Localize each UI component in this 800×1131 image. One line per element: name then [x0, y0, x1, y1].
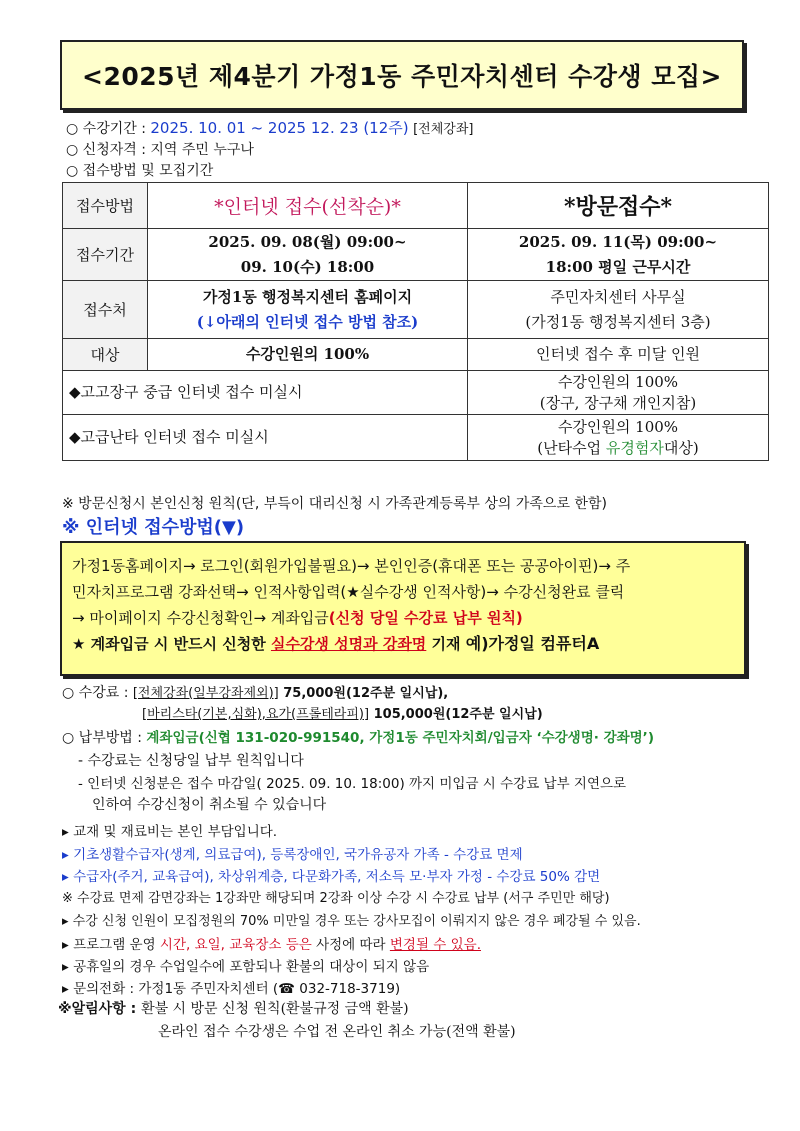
online-place-note: (↓아래의 인터넷 접수 방법 참조) [196, 312, 419, 331]
visit-method: *방문접수* [563, 194, 673, 220]
nanta-experienced: 유경험자 [605, 438, 664, 457]
bullet-contact: ▸ 문의전화 : 가정1동 주민자치센터 (☎ 032-718-3719) [62, 981, 401, 997]
payment-line: ○ 납부방법 : 계좌입금(신협 131-020-991540, 가정1동 주민자치회/입금자 ‘수강생명· 강좌명’) [62, 730, 654, 746]
same-day-payment-note: (신청 당일 수강료 납부 원칙) [328, 609, 523, 627]
nanta-capacity: 수강인원의 100% [557, 417, 679, 436]
period-label: ○ 수강기간 : [66, 121, 151, 137]
period-value: 2025. 10. 01 ~ 2025 12. 23 (12주) [150, 119, 409, 137]
nanta-note: ◆고급난타 인터넷 접수 미실시 [63, 415, 468, 461]
visit-target: 인터넷 접수 후 미달 인원 [468, 339, 769, 371]
example-text: 예)가정일 컴퓨터A [465, 634, 600, 653]
page-title: <2025년 제4분기 가정1동 주민자치센터 수강생 모집> [82, 62, 722, 91]
janggu-note: ◆고고장구 중급 인터넷 접수 미실시 [63, 371, 468, 415]
row-label-period: 접수기간 [63, 229, 148, 281]
bullet-discount: ▸ 수급자(주거, 교육급여), 차상위계층, 다문화가족, 저소득 모·부자 가정 - 수강료 50% 감면 [62, 869, 601, 885]
reception-table [62, 182, 769, 461]
name-course-note: 실수강생 성명과 강좌명 [270, 635, 427, 653]
visit-place: 주민자치센터 사무실 [550, 287, 686, 306]
bullet-change: ▸ 프로그램 운영 시간, 요일, 교육장소 등은 사정에 따라 변경될 수 있음. [62, 937, 481, 953]
visit-period-end: 18:00 평일 근무시간 [545, 257, 691, 276]
payment-note-3: 인하여 수강신청이 취소될 수 있습니다 [92, 797, 327, 813]
bullet-one-course: ※ 수강료 면제 감면강좌는 1강좌만 해당되며 2강좌 이상 수강 시 수강료 납부 (서구 주민만 해당) [62, 891, 610, 906]
fee-line-1: ○ 수강료 : [전체강좌(일부강좌제외)] 75,000원(12주분 일시납), [62, 685, 449, 701]
eligibility-line: ○ 신청자격 : 지역 주민 누구나 [66, 142, 254, 158]
row-label-method: 접수방법 [63, 183, 148, 229]
visit-place-note: (가정1동 행정복지센터 3층) [525, 312, 711, 331]
period-line [66, 117, 473, 138]
bullet-cancellation: ▸ 수강 신청 인원이 모집정원의 70% 미만일 경우 또는 강사모집이 이뤄지지 않은 경우 폐강될 수 있음. [62, 914, 641, 929]
nanta-requirement: (난타수업 유경험자대상) [537, 438, 699, 457]
period-tag: [전체강좌] [413, 122, 474, 137]
online-place: 가정1동 행정복지센터 홈페이지 [202, 287, 413, 306]
online-steps-box [60, 541, 746, 676]
visit-period-start: 2025. 09. 11(목) 09:00~ [518, 232, 718, 251]
janggu-capacity: 수강인원의 100% [557, 372, 679, 391]
bullet-exemption: ▸ 기초생활수급자(생계, 의료급여), 등록장애인, 국가유공자 가족 - 수강료 면제 [62, 847, 523, 863]
title-banner [60, 40, 744, 110]
online-period-end: 09. 10(수) 18:00 [240, 257, 375, 276]
notice-line-2: 온라인 접수 수강생은 수업 전 온라인 취소 가능(전액 환불) [158, 1024, 516, 1040]
online-target: 수강인원의 100% [148, 339, 468, 371]
row-label-place: 접수처 [63, 281, 148, 339]
online-period-start: 2025. 09. 08(월) 09:00~ [208, 232, 407, 251]
janggu-requirement: (장구, 장구채 개인지참) [539, 393, 697, 412]
bullet-materials: ▸ 교재 및 재료비는 본인 부담입니다. [62, 824, 278, 840]
bullet-holiday: ▸ 공휴일의 경우 수업일수에 포함되나 환불의 대상이 되지 않음 [62, 959, 430, 975]
fee-line-2: [바리스타(기본,심화),요가(프롤테라피)] 105,000원(12주분 일시납) [142, 707, 543, 722]
online-step-line-2: 민자치프로그램 강좌선택→ 인적사항입력(★실수강생 인적사항)→ 수강신청완료 클릭 [72, 583, 625, 601]
online-step-line-3: → 마이페이지 수강신청확인→ 계좌입금(신청 당일 수강료 납부 원칙) [72, 609, 523, 627]
online-heading: ※ 인터넷 접수방법(▼) [62, 517, 245, 538]
online-step-line-1: 가정1동홈페이지→ 로그인(회원가입불필요)→ 본인인증(휴대폰 또는 공공아이핀)→ 주 [72, 557, 631, 575]
online-step-line-4: ★ 계좌입금 시 반드시 신청한 실수강생 성명과 강좌명 기재 예)가정일 컴퓨터A [72, 634, 600, 653]
payment-note-1: - 수강료는 신청당일 납부 원칙입니다 [78, 753, 304, 769]
row-label-target: 대상 [63, 339, 148, 371]
visit-proxy-note: ※ 방문신청시 본인신청 원칙(단, 부득이 대리신청 시 가족관계등록부 상의 가족으로 한함) [62, 496, 607, 512]
method-header: ○ 접수방법 및 모집기간 [66, 163, 214, 179]
notice-line-1: ※알림사항 : 환불 시 방문 신청 원칙(환불규정 금액 환불) [58, 1001, 409, 1017]
payment-note-2: - 인터넷 신청분은 접수 마감일( 2025. 09. 10. 18:00) 까지 미입금 시 수강료 납부 지연으로 [78, 776, 627, 792]
notice-label: ※알림사항 : [58, 1001, 142, 1017]
account-info: (신협 131-020-991540, 가정1동 주민자치회/입금자 ‘수강생명· 강좌명’) [198, 730, 654, 746]
online-method: *인터넷 접수(선착순)* [214, 196, 401, 218]
